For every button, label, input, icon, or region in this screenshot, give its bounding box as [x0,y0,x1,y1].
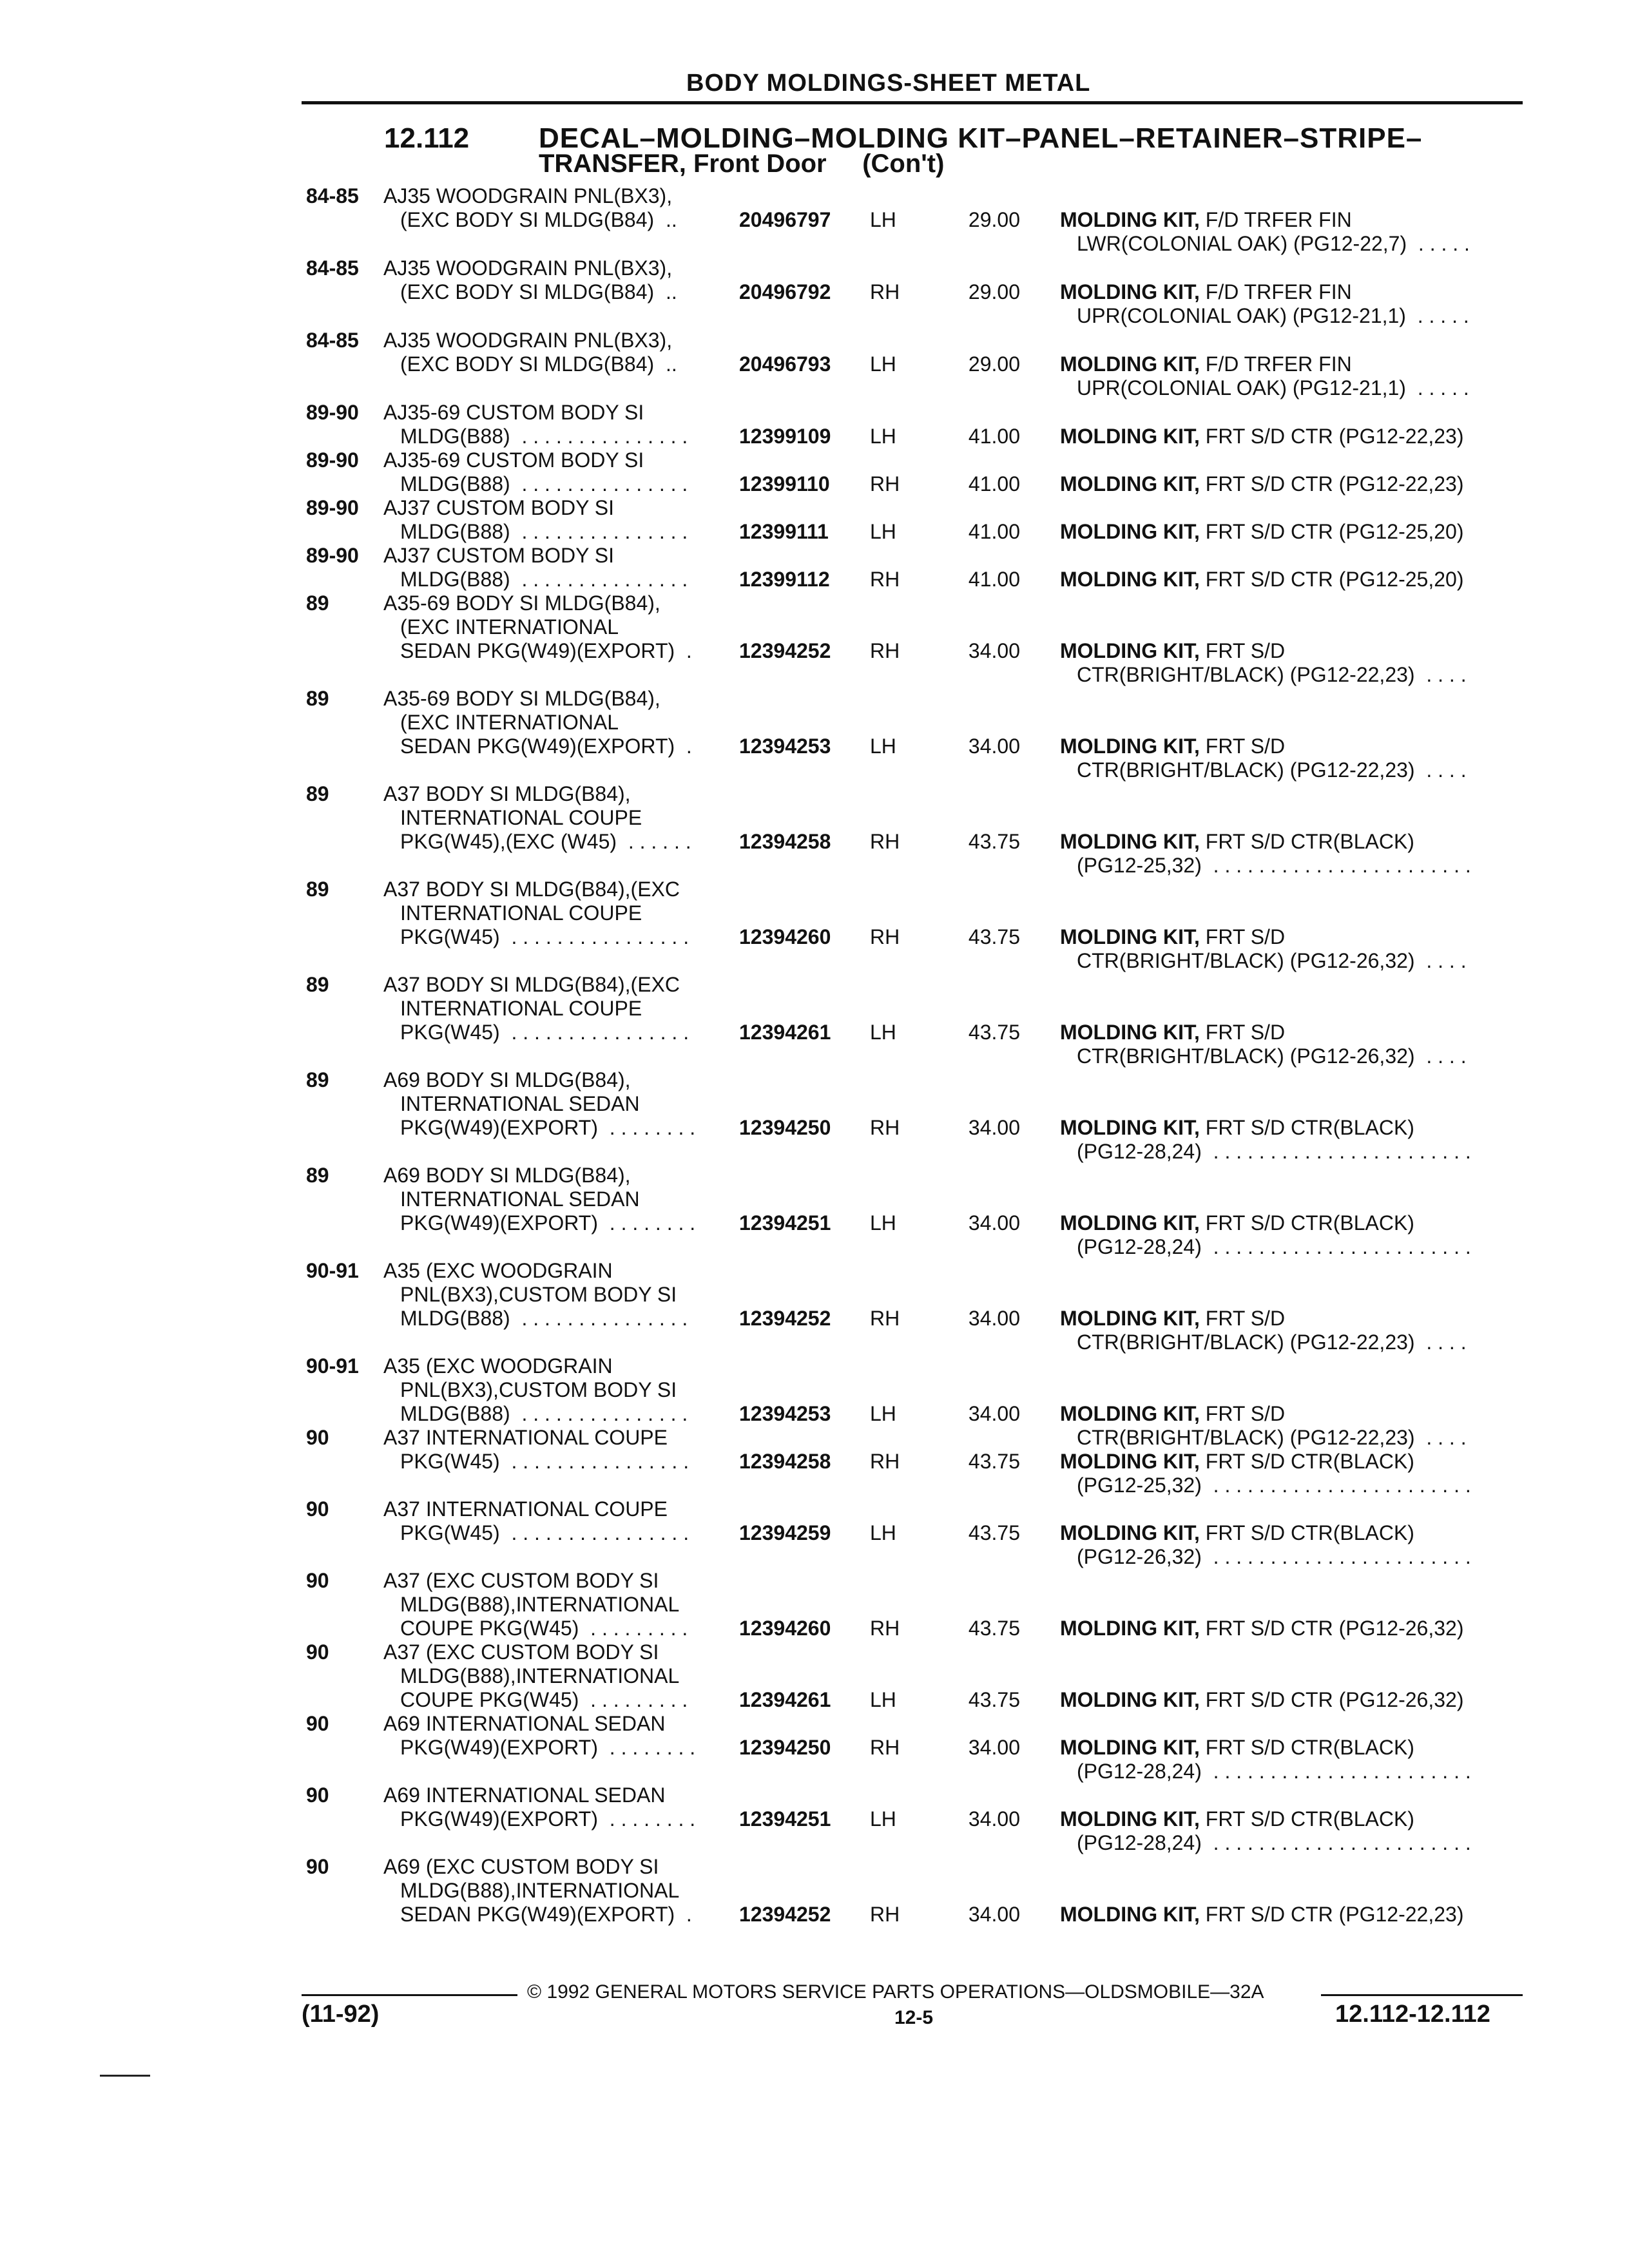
copyright-line: © 1992 GENERAL MOTORS SERVICE PARTS OPERATIONS—OLDSMOBILE—32A [527,1981,1264,2003]
part-number: 12394251 [739,1211,831,1235]
part-name [1060,1617,1463,1640]
application-description-line: INTERNATIONAL COUPE [400,997,642,1020]
application-description-line: AJ37 CUSTOM BODY SI [383,544,615,567]
part-name-bold: MOLDING KIT, [1060,1521,1200,1544]
application-description-line: A37 (EXC CUSTOM BODY SI [383,1640,659,1664]
application-description-line: A37 (EXC CUSTOM BODY SI [383,1569,659,1592]
part-number: 20496792 [739,280,831,303]
list-price: 43.75 [968,1021,1020,1044]
part-name-line: F/D TRFER FIN [1199,280,1352,303]
part-number: 12394251 [739,1807,831,1831]
side-indicator: RH [870,639,900,662]
side-indicator: LH [870,352,896,376]
part-number: 20496797 [739,208,831,231]
model-year: 89 [306,878,329,901]
list-price: 34.00 [968,1211,1020,1235]
application-description-line: PKG(W49)(EXPORT) . . . . . . . . [400,1807,696,1831]
part-name-bold: MOLDING KIT, [1060,735,1200,758]
list-price: 34.00 [968,735,1020,758]
part-number: 12399111 [739,520,829,543]
application-description-line: COUPE PKG(W45) . . . . . . . . . [400,1617,688,1640]
side-indicator: LH [870,1807,896,1831]
part-number: 12399112 [739,568,830,591]
application-description-line: A69 INTERNATIONAL SEDAN [383,1783,666,1807]
part-name [1060,925,1467,973]
part-name [1060,1807,1471,1855]
part-name [1060,1211,1471,1259]
part-name-line: CTR(BRIGHT/BLACK) (PG12-22,23) . . . . [1077,663,1467,686]
part-name [1060,1307,1467,1354]
part-number: 12394258 [739,830,831,853]
page-header: BODY MOLDINGS-SHEET METAL [686,70,1091,97]
application-description-line: A69 INTERNATIONAL SEDAN [383,1712,666,1735]
part-number: 12399110 [739,472,830,495]
part-number: 12394259 [739,1521,831,1544]
list-price: 29.00 [968,208,1020,231]
application-description-line: MLDG(B88) . . . . . . . . . . . . . . . [400,425,688,448]
part-name-line: LWR(COLONIAL OAK) (PG12-22,7) . . . . . [1077,232,1470,255]
side-indicator: RH [870,1116,900,1139]
part-name [1060,425,1463,448]
footer-section-range: 12.112-12.112 [1335,2001,1490,2028]
part-name-bold: MOLDING KIT, [1060,1736,1200,1759]
application-description-line: INTERNATIONAL COUPE [400,806,642,829]
model-year: 89-90 [306,448,359,472]
part-name [1060,1688,1463,1712]
application-description-line: AJ35 WOODGRAIN PNL(BX3), [383,184,673,207]
model-year: 90-91 [306,1354,359,1378]
part-name-line: FRT S/D CTR(BLACK) [1199,830,1414,853]
part-name-bold: MOLDING KIT, [1060,639,1200,662]
part-name-line: FRT S/D CTR (PG12-22,23) [1199,472,1464,495]
section-number: 12.112 [384,122,470,154]
application-description-line: PKG(W49)(EXPORT) . . . . . . . . [400,1736,696,1759]
part-name-line: F/D TRFER FIN [1199,208,1352,231]
side-indicator: LH [870,1521,896,1544]
part-number: 12394258 [739,1450,831,1473]
side-indicator: LH [870,520,896,543]
part-name-line: F/D TRFER FIN [1199,352,1352,376]
part-name-bold: MOLDING KIT, [1060,568,1200,591]
part-name-bold: MOLDING KIT, [1060,208,1200,231]
part-name-bold: MOLDING KIT, [1060,1617,1200,1640]
list-price: 29.00 [968,352,1020,376]
application-description-line: PKG(W49)(EXPORT) . . . . . . . . [400,1211,696,1235]
part-name-line: CTR(BRIGHT/BLACK) (PG12-26,32) . . . . [1077,1044,1467,1068]
part-name-bold: MOLDING KIT, [1060,1450,1200,1473]
application-description-line: (EXC BODY SI MLDG(B84) .. [400,280,677,303]
part-name-line: FRT S/D [1199,1021,1286,1044]
application-description-line: A35 (EXC WOODGRAIN [383,1259,613,1282]
model-year: 89-90 [306,544,359,567]
application-description-line: A69 (EXC CUSTOM BODY SI [383,1855,659,1878]
side-indicator: RH [870,830,900,853]
application-description-line: AJ35 WOODGRAIN PNL(BX3), [383,329,673,352]
side-indicator: LH [870,1021,896,1044]
application-description-line: SEDAN PKG(W49)(EXPORT) . [400,735,692,758]
footer-rule-right [1321,1994,1523,1996]
list-price: 43.75 [968,1521,1020,1544]
application-description-line: PKG(W45) . . . . . . . . . . . . . . . . [400,1521,689,1544]
side-indicator: LH [870,1688,896,1711]
part-name [1060,352,1469,400]
list-price: 34.00 [968,1116,1020,1139]
part-name-line: (PG12-28,24) . . . . . . . . . . . . . . . . . . . . . . . [1077,1831,1471,1854]
part-name-line: FRT S/D [1199,639,1286,662]
part-name-line: CTR(BRIGHT/BLACK) (PG12-22,23) . . . . [1077,758,1467,782]
list-price: 34.00 [968,1402,1020,1425]
application-description-line: MLDG(B88) . . . . . . . . . . . . . . . [400,1307,688,1330]
model-year: 90 [306,1569,329,1592]
application-description-line: (EXC INTERNATIONAL [400,711,619,734]
part-number: 12394260 [739,1617,831,1640]
part-name-line: UPR(COLONIAL OAK) (PG12-21,1) . . . . . [1077,376,1469,399]
part-name-line: FRT S/D CTR(BLACK) [1199,1116,1414,1139]
list-price: 43.75 [968,1617,1020,1640]
part-name-bold: MOLDING KIT, [1060,1021,1200,1044]
section-title-line1: DECAL–MOLDING–MOLDING KIT–PANEL–RETAINER–STRIPE– [539,122,1423,154]
part-name-bold: MOLDING KIT, [1060,472,1200,495]
model-year: 89 [306,591,329,615]
part-name-bold: MOLDING KIT, [1060,830,1200,853]
part-number: 12399109 [739,425,831,448]
part-name-line: FRT S/D CTR (PG12-25,20) [1199,568,1464,591]
part-number: 12394250 [739,1116,831,1139]
part-name [1060,208,1470,256]
application-description-line: INTERNATIONAL SEDAN [400,1187,640,1211]
application-description-line: PKG(W45) . . . . . . . . . . . . . . . . [400,925,689,948]
part-number: 12394252 [739,1307,831,1330]
model-year: 89 [306,782,329,805]
part-name [1060,280,1469,328]
application-description-line: PNL(BX3),CUSTOM BODY SI [400,1378,677,1401]
model-year: 90-91 [306,1259,359,1282]
part-name-bold: MOLDING KIT, [1060,1688,1200,1711]
side-indicator: RH [870,568,900,591]
part-number: 12394261 [739,1021,831,1044]
part-number: 12394260 [739,925,831,948]
application-description-line: MLDG(B88),INTERNATIONAL [400,1664,680,1687]
part-name-line: FRT S/D [1199,1307,1286,1330]
list-price: 41.00 [968,472,1020,495]
part-name-line: CTR(BRIGHT/BLACK) (PG12-22,23) . . . . [1077,1331,1467,1354]
application-description-line: (EXC BODY SI MLDG(B84) .. [400,352,677,376]
footer-date: (11-92) [302,2001,380,2028]
application-description-line: MLDG(B88),INTERNATIONAL [400,1879,680,1902]
list-price: 41.00 [968,520,1020,543]
model-year: 89-90 [306,401,359,424]
header-rule [302,101,1523,104]
part-name [1060,1402,1467,1450]
part-number: 12394253 [739,1402,831,1425]
list-price: 41.00 [968,425,1020,448]
part-number: 20496793 [739,352,831,376]
part-name-bold: MOLDING KIT, [1060,1402,1200,1425]
application-description-line: A35-69 BODY SI MLDG(B84), [383,687,660,710]
part-name-line: FRT S/D CTR(BLACK) [1199,1736,1414,1759]
part-name [1060,735,1467,782]
part-name [1060,639,1467,687]
part-name-line: CTR(BRIGHT/BLACK) (PG12-22,23) . . . . [1077,1426,1467,1449]
side-indicator: RH [870,1307,900,1330]
part-name-line: FRT S/D [1199,735,1286,758]
side-indicator: LH [870,735,896,758]
footer-page-number: 12-5 [894,2007,934,2028]
part-name-bold: MOLDING KIT, [1060,1211,1200,1235]
application-description-line: A37 INTERNATIONAL COUPE [383,1426,668,1449]
application-description-line: A69 BODY SI MLDG(B84), [383,1068,631,1091]
model-year: 84-85 [306,184,359,207]
application-description-line: AJ35-69 CUSTOM BODY SI [383,401,644,424]
model-year: 90 [306,1640,329,1664]
side-indicator: RH [870,280,900,303]
side-indicator: LH [870,1211,896,1235]
part-name-line: FRT S/D CTR (PG12-26,32) [1199,1688,1464,1711]
part-name [1060,1116,1471,1164]
application-description-line: AJ35 WOODGRAIN PNL(BX3), [383,256,673,280]
application-description-line: MLDG(B88),INTERNATIONAL [400,1593,680,1616]
part-name-line: (PG12-28,24) . . . . . . . . . . . . . . . . . . . . . . . [1077,1235,1471,1258]
list-price: 34.00 [968,1307,1020,1330]
application-description-line: AJ37 CUSTOM BODY SI [383,496,615,519]
application-description-line: A37 BODY SI MLDG(B84),(EXC [383,878,680,901]
part-number: 12394252 [739,639,831,662]
application-description-line: AJ35-69 CUSTOM BODY SI [383,448,644,472]
part-name [1060,1903,1463,1927]
application-description-line: A69 BODY SI MLDG(B84), [383,1164,631,1187]
part-number: 12394252 [739,1903,831,1926]
application-description-line: PKG(W45),(EXC (W45) . . . . . . [400,830,691,853]
part-name-line: (PG12-28,24) . . . . . . . . . . . . . . . . . . . . . . . [1077,1140,1471,1163]
list-price: 34.00 [968,639,1020,662]
part-name-bold: MOLDING KIT, [1060,425,1200,448]
list-price: 41.00 [968,568,1020,591]
list-price: 43.75 [968,1450,1020,1473]
part-name [1060,1736,1471,1783]
part-name-line: (PG12-25,32) . . . . . . . . . . . . . . . . . . . . . . . [1077,854,1471,877]
application-description-line: INTERNATIONAL COUPE [400,901,642,925]
part-name-bold: MOLDING KIT, [1060,352,1200,376]
application-description-line: COUPE PKG(W45) . . . . . . . . . [400,1688,688,1711]
model-year: 90 [306,1426,329,1449]
part-name [1060,472,1463,496]
part-name-line: FRT S/D CTR (PG12-22,23) [1199,425,1464,448]
model-year: 84-85 [306,329,359,352]
part-name-line: CTR(BRIGHT/BLACK) (PG12-26,32) . . . . [1077,949,1467,972]
part-name-line: (PG12-26,32) . . . . . . . . . . . . . . . . . . . . . . . [1077,1545,1471,1568]
application-description-line: SEDAN PKG(W49)(EXPORT) . [400,1903,692,1926]
part-name-line: FRT S/D CTR (PG12-26,32) [1199,1617,1464,1640]
part-name-line: FRT S/D CTR (PG12-25,20) [1199,520,1464,543]
part-name-line: FRT S/D CTR(BLACK) [1199,1807,1414,1831]
application-description-line: INTERNATIONAL SEDAN [400,1092,640,1115]
part-name-line: (PG12-25,32) . . . . . . . . . . . . . . . . . . . . . . . [1077,1474,1471,1497]
part-name-line: FRT S/D CTR(BLACK) [1199,1521,1414,1544]
part-name [1060,1021,1467,1068]
part-number: 12394261 [739,1688,831,1711]
part-name-bold: MOLDING KIT, [1060,1903,1200,1926]
part-name [1060,520,1463,544]
list-price: 34.00 [968,1903,1020,1926]
list-price: 34.00 [968,1736,1020,1759]
part-name-line: FRT S/D CTR(BLACK) [1199,1211,1414,1235]
list-price: 43.75 [968,830,1020,853]
part-name [1060,830,1471,878]
model-year: 90 [306,1783,329,1807]
part-name-bold: MOLDING KIT, [1060,1116,1200,1139]
part-name [1060,568,1463,591]
side-indicator: RH [870,472,900,495]
side-indicator: RH [870,1903,900,1926]
part-name-line: FRT S/D CTR(BLACK) [1199,1450,1414,1473]
application-description-line: PKG(W49)(EXPORT) . . . . . . . . [400,1116,696,1139]
part-name-bold: MOLDING KIT, [1060,1807,1200,1831]
margin-mark [100,2075,150,2077]
section-title-line2: TRANSFER, Front Door (Con't) [539,149,945,178]
model-year: 90 [306,1855,329,1878]
list-price: 29.00 [968,280,1020,303]
part-name-line: FRT S/D [1199,925,1286,948]
part-name-line: FRT S/D CTR (PG12-22,23) [1199,1903,1464,1926]
part-number: 12394250 [739,1736,831,1759]
part-name-bold: MOLDING KIT, [1060,925,1200,948]
list-price: 43.75 [968,925,1020,948]
part-number: 12394253 [739,735,831,758]
part-name [1060,1450,1471,1497]
model-year: 89 [306,973,329,996]
application-description-line: A35-69 BODY SI MLDG(B84), [383,591,660,615]
application-description-line: A37 BODY SI MLDG(B84),(EXC [383,973,680,996]
application-description-line: (EXC INTERNATIONAL [400,615,619,639]
model-year: 89-90 [306,496,359,519]
model-year: 84-85 [306,256,359,280]
model-year: 89 [306,687,329,710]
application-description-line: MLDG(B88) . . . . . . . . . . . . . . . [400,520,688,543]
application-description-line: A37 INTERNATIONAL COUPE [383,1497,668,1521]
part-name-line: (PG12-28,24) . . . . . . . . . . . . . . . . . . . . . . . [1077,1760,1471,1783]
model-year: 90 [306,1712,329,1735]
side-indicator: LH [870,1402,896,1425]
side-indicator: RH [870,1736,900,1759]
application-description-line: PKG(W45) . . . . . . . . . . . . . . . . [400,1021,689,1044]
list-price: 34.00 [968,1807,1020,1831]
part-name-bold: MOLDING KIT, [1060,1307,1200,1330]
application-description-line: MLDG(B88) . . . . . . . . . . . . . . . [400,1402,688,1425]
application-description-line: A37 BODY SI MLDG(B84), [383,782,631,805]
application-description-line: A35 (EXC WOODGRAIN [383,1354,613,1378]
list-price: 43.75 [968,1688,1020,1711]
model-year: 89 [306,1068,329,1091]
model-year: 90 [306,1497,329,1521]
application-description-line: PKG(W45) . . . . . . . . . . . . . . . . [400,1450,689,1473]
side-indicator: LH [870,208,896,231]
part-name-bold: MOLDING KIT, [1060,520,1200,543]
application-description-line: SEDAN PKG(W49)(EXPORT) . [400,639,692,662]
part-name-line: FRT S/D [1199,1402,1286,1425]
side-indicator: LH [870,425,896,448]
footer-rule-left [302,1994,517,1996]
side-indicator: RH [870,925,900,948]
part-name [1060,1521,1471,1569]
part-name-line: UPR(COLONIAL OAK) (PG12-21,1) . . . . . [1077,304,1469,327]
side-indicator: RH [870,1450,900,1473]
model-year: 89 [306,1164,329,1187]
application-description-line: MLDG(B88) . . . . . . . . . . . . . . . [400,568,688,591]
application-description-line: PNL(BX3),CUSTOM BODY SI [400,1283,677,1306]
application-description-line: MLDG(B88) . . . . . . . . . . . . . . . [400,472,688,495]
side-indicator: RH [870,1617,900,1640]
part-name-bold: MOLDING KIT, [1060,280,1200,303]
application-description-line: (EXC BODY SI MLDG(B84) .. [400,208,677,231]
